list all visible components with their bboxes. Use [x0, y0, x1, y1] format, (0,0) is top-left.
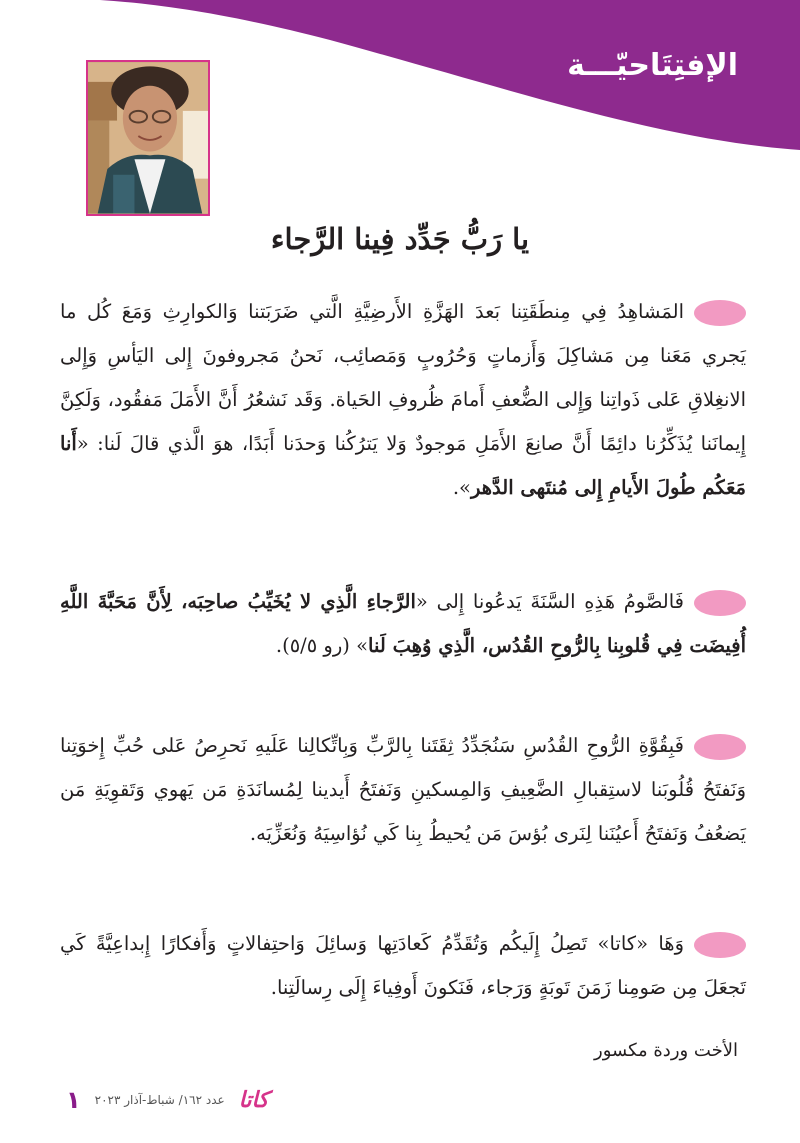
section-title: الإفتِتَاحيّـــة: [567, 48, 738, 83]
paragraph-1: [60, 290, 746, 510]
paragraph-text: وَهَا «كاتا» تَصِلُ إِلَيكُم وَتُقَدِّمُ كَعادَتِها وَسائِلَ وَاحتِفالاتٍ وَأَفكارًا إِبداعِيَّةً كَي تَجعَلَ مِن صَومِنا زَمَنَ تَوبَةٍ وَرَجاء، فَنَكونَ أَوفِياءَ إِلَى رِسالَتِنا.: [60, 932, 746, 999]
paragraph-4: [60, 922, 746, 1010]
magazine-logo: كاتا: [238, 1087, 269, 1113]
bullet-icon: [694, 300, 746, 326]
paragraph-text: فَالصَّومُ هَذِهِ السَّنَةَ يَدعُونا إِلى «: [415, 590, 684, 613]
article-title: يا رَبُّ جَدِّد فِينا الرَّجاء: [270, 222, 530, 256]
paragraph-quote: الرَّجاءِ الَّذِي لا يُخَيِّبُ صاحِبَه، لِأَنَّ مَحَبَّةَ اللَّهِ أُفِيضَت فِي قُلوبِنا بِالرُّوحِ القُدُس، الَّذِي وُهِبَ لَنا: [60, 590, 746, 657]
bullet-icon: [694, 932, 746, 958]
author-photo: [86, 60, 210, 216]
bullet-icon: [694, 734, 746, 760]
page-number: ١: [66, 1086, 81, 1114]
paragraph-2: [60, 580, 746, 668]
paragraph-tail: » (رو ٥/٥).: [275, 634, 369, 657]
paragraph-quote: أَنا مَعَكُم طُولَ الأَيامِ إِلى مُنتَهى الدَّهر: [60, 432, 746, 499]
paragraph-3: [60, 724, 746, 856]
footer: [66, 1084, 269, 1116]
paragraph-text: فَبِقُوَّةِ الرُّوحِ القُدُسِ سَنُجَدِّدُ ثِقَتَنا بِالرَّبِّ وَبِاتِّكالِنا عَلَيهِ نَحرِصُ عَلى حُبِّ إِخوَتِنا وَنَفتَحُ قُلُوبَنا لاستِقبالِ الضَّعِيفِ وَالمِسكينِ وَنَفتَحُ أَيدينا لِمُسانَدَةِ مَن يَهوي وَتَقوِيَةِ مَن يَضعُفُ وَنَفتَحُ أَعيُنَنا لِنَرى بُؤسَ مَن يُحيطُ بِنا كَي نُؤاسِيَهُ وَنُعَزِّيَه.: [60, 734, 746, 845]
paragraph-tail: ».: [452, 476, 471, 499]
issue-info: عدد ١٦٢/ شباط-آذار ٢٠٢٣: [94, 1093, 225, 1107]
bullet-icon: [694, 590, 746, 616]
signature: الأخت وردة مكسور: [594, 1040, 738, 1061]
paragraph-text: المَشاهِدُ فِي مِنطَقَتِنا بَعدَ الهَزَّةِ الأَرضِيَّةِ الَّتي ضَرَبَتنا وَالكوارِثِ وَمَعَ كُل ما يَجري مَعَنا مِن مَشاكِلَ وَأَزماتٍ وَحُرُوبٍ وَمَصائِب، نَحنُ مَجروفونَ إِلى اليَأسِ وَإِلى الانغِلاقِ عَلى ذَواتِنا وَإِلى الضُّعفِ أَمامَ ظُروفِ الحَياة. وَقَد نَشعُرُ أَنَّ الأَمَلَ مَفقُود، وَلَكِنَّ إِيمانَنا يُذَكِّرُنا دائِمًا أَنَّ صانِعَ الأَمَلِ مَوجودٌ وَلا يَترُكُنا وَحدَنا أَبَدًا، هوَ الَّذي قالَ لَنا: «: [60, 300, 746, 455]
portrait-photo-icon: [88, 62, 208, 214]
